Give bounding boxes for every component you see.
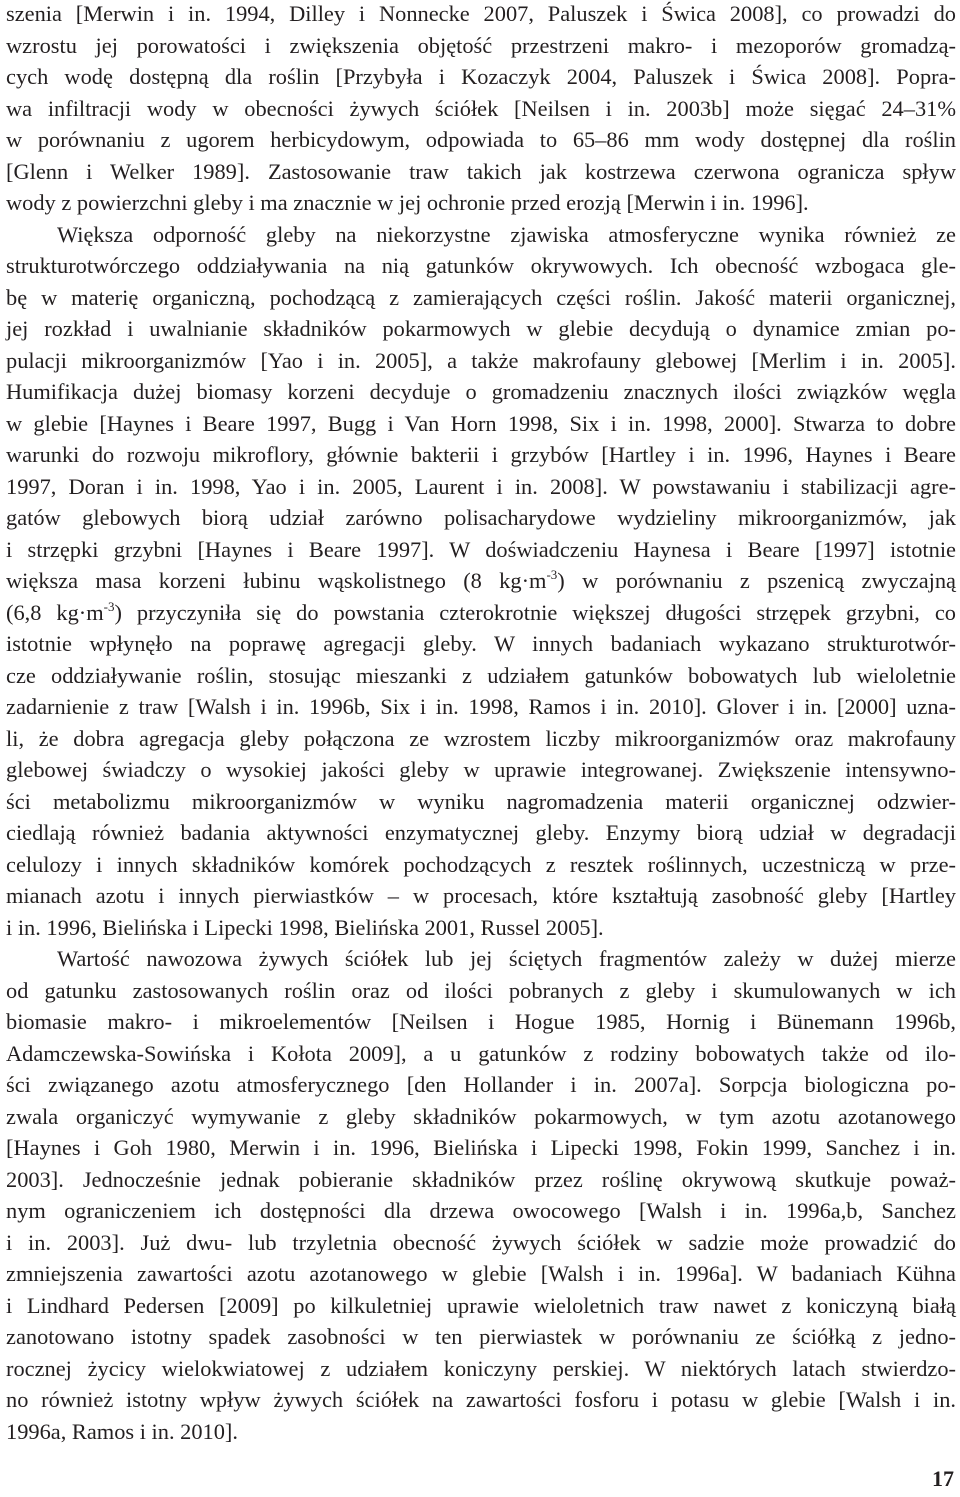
paragraph — [6, 219, 956, 944]
text-line: warunki do rozwoju mikroflory, głównie bakterii i grzybów [Hartley i in. 1996, Haynes i Beare — [6, 442, 956, 467]
text-line: Adamczewska-Sowińska i Kołota 2009], a u gatunków z rodziny bobowatych także od ilo- — [6, 1040, 956, 1066]
text-line: Wartość nawozowa żywych ściółek lub jej ściętych fragmentów zależy w dużej mierze — [57, 946, 956, 971]
text-line: zmniejszenia zawartości azotu azotanowego w glebie [Walsh i in. 1996a]. W badaniach Kühna — [6, 1261, 956, 1286]
text-line: strukturotwórczego oddziaływania na nią gatunków okrywowych. Ich obecność wzbogaca gle- — [6, 253, 956, 278]
text-line: od gatunku zastosowanych roślin oraz od ilości pobranych z gleby i skumulowanych w ich — [6, 977, 956, 1003]
text-line: ciedlają również badania aktywności enzymatycznej gleby. Enzymy biorą udział w degradacji — [6, 820, 956, 845]
text-line: ści związanego azotu atmosferycznego [den Hollander i in. 2007a]. Sorpcja biologiczna po- — [6, 1072, 956, 1097]
text-line — [6, 565, 956, 597]
text-fragment: większa masa korzeni łubinu wąskolistnego (8 kg·m — [6, 568, 547, 593]
text-line: ści metabolizmu mikroorganizmów w wyniku nagromadzenia materii organicznej odzwier- — [6, 788, 956, 814]
text-line: cze oddziaływanie roślin, stosując mieszanki z udziałem gatunków bobowatych lub wieloletnie — [6, 662, 956, 688]
text-fragment: ) w porównaniu z pszenicą zwyczajną — [557, 568, 956, 593]
text-line: pulacji mikroorganizmów [Yao i in. 2005], a także makrofauny glebowej [Merlim i in. 2005]. — [6, 347, 956, 373]
text-line: w porównaniu z ugorem herbicydowym, odpowiada to 65–86 mm wody dostępnej dla roślin — [6, 127, 956, 152]
text-line: zadarnienie z traw [Walsh i in. 1996b, Six i in. 1998, Ramos i in. 2010]. Glover i in. [2000] uzna- — [6, 694, 956, 719]
text-line: istotnie wpłynęło na poprawę agregacji gleby. W innych badaniach wykazano strukturotwór- — [6, 631, 956, 656]
text-line: li, że dobra agregacja gleby połączona ze wzrostem liczby mikroorganizmów oraz makrofauny — [6, 725, 956, 751]
paragraph — [6, 943, 956, 1447]
text-line: wody z powierzchni gleby i ma znacznie w jej ochronie przed erozją [Merwin i in. 1996]. — [6, 190, 809, 215]
text-line: i Lindhard Pedersen [2009] po kilkuletniej uprawie wieloletnich traw nawet z koniczyną białą — [6, 1292, 956, 1318]
text-line: biomasie makro- i mikroelementów [Neilsen i Hogue 1985, Hornig i Bünemann 1996b, — [6, 1009, 956, 1034]
text-line: nym ograniczeniem ich dostępności dla drzewa owocowego [Walsh i in. 1996a,b, Sanchez — [6, 1198, 956, 1223]
text-line: no również istotny wpływ żywych ściółek na zawartości fosforu i potasu w glebie [Walsh i in. — [6, 1387, 956, 1412]
text-line: wzrostu jej porowatości i zwiększenia objętość przestrzeni makro- i mezoporów gromadzą- — [6, 32, 956, 58]
text-line: i in. 2003]. Już dwu- lub trzyletnia obecność żywych ściółek w sadzie może prowadzić do — [6, 1229, 956, 1255]
superscript: -3 — [546, 567, 558, 582]
text-line: rocznej życicy wielokwiatowej z udziałem koniczyny perskiej. W niektórych latach stwierdzo- — [6, 1355, 956, 1381]
text-line: 1997, Doran i in. 1998, Yao i in. 2005, Laurent i in. 2008]. W powstawaniu i stabilizacji agre- — [6, 473, 956, 499]
text-line: i in. 1996, Bielińska i Lipecki 1998, Bielińska 2001, Russel 2005]. — [6, 914, 604, 940]
document-body — [6, 0, 956, 1447]
text-line: 1996a, Ramos i in. 2010]. — [6, 1418, 238, 1444]
text-line: zwala organiczyć wymywanie z gleby składników pokarmowych, w tym azotu azotanowego — [6, 1103, 956, 1129]
text-line: celulozy i innych składników komórek pochodzących z resztek roślinnych, uczestniczą w prze- — [6, 851, 956, 877]
text-line: [Haynes i Goh 1980, Merwin i in. 1996, Bielińska i Lipecki 1998, Fokin 1999, Sanchez i in. — [6, 1135, 956, 1160]
text-line: bę w materię organiczną, pochodzącą z zamierających części roślin. Jakość materii organicznej, — [6, 284, 956, 310]
text-fragment: (6,8 kg·m — [6, 599, 104, 625]
text-line: i strzępki grzybni [Haynes i Beare 1997]. W doświadczeniu Haynesa i Beare [1997] istotnie — [6, 536, 956, 562]
text-line: [Glenn i Welker 1989]. Zastosowanie traw takich jak kostrzewa czerwona ogranicza spływ — [6, 158, 956, 184]
paragraph — [6, 0, 956, 219]
text-line: jej rozkład i uwalnianie składników pokarmowych w glebie decydują o dynamice zmian po- — [6, 316, 956, 341]
text-line: 2003]. Jednocześnie jednak pobieranie składników przez roślinę okrywową skutkuje poważ- — [6, 1166, 956, 1192]
text-line: cych wodę dostępną dla roślin [Przybyła i Kozaczyk 2004, Paluszek i Świca 2008]. Popra- — [6, 64, 956, 89]
text-line: wa infiltracji wody w obecności żywych ściółek [Neilsen i in. 2003b] może sięgać 24–31% — [6, 95, 956, 121]
text-line — [6, 597, 956, 629]
text-line: w glebie [Haynes i Beare 1997, Bugg i Van Horn 1998, Six i in. 1998, 2000]. Stwarza to dobre — [6, 410, 956, 436]
text-line: Większa odporność gleby na niekorzystne zjawiska atmosferyczne wynika również ze — [57, 221, 956, 247]
page-number: 17 — [932, 1466, 954, 1491]
text-line: glebowej świadczy o wysokiej jakości gleby w uprawie integrowanej. Zwiększenie intensywno- — [6, 757, 956, 782]
text-line: Humifikacja dużej biomasy korzeni decyduje o gromadzeniu znacznych ilości związków węgla — [6, 379, 956, 404]
text-line: gatów glebowych biorą udział zarówno polisacharydowe wydzieliny mikroorganizmów, jak — [6, 505, 956, 530]
text-line: mianach azotu i innych pierwiastków – w procesach, które kształtują zasobność gleby [Hartley — [6, 883, 956, 908]
text-line: zanotowano istotny spadek zasobności w ten pierwiastek w porównaniu ze ściółką z jedno- — [6, 1324, 956, 1349]
text-fragment: ) przyczyniła się do powstania czterokrotnie większej długości strzępek grzybni, co — [114, 599, 956, 625]
text-line: szenia [Merwin i in. 1994, Dilley i Nonnecke 2007, Paluszek i Świca 2008], co prowadzi do — [6, 1, 956, 26]
superscript: -3 — [103, 598, 115, 614]
